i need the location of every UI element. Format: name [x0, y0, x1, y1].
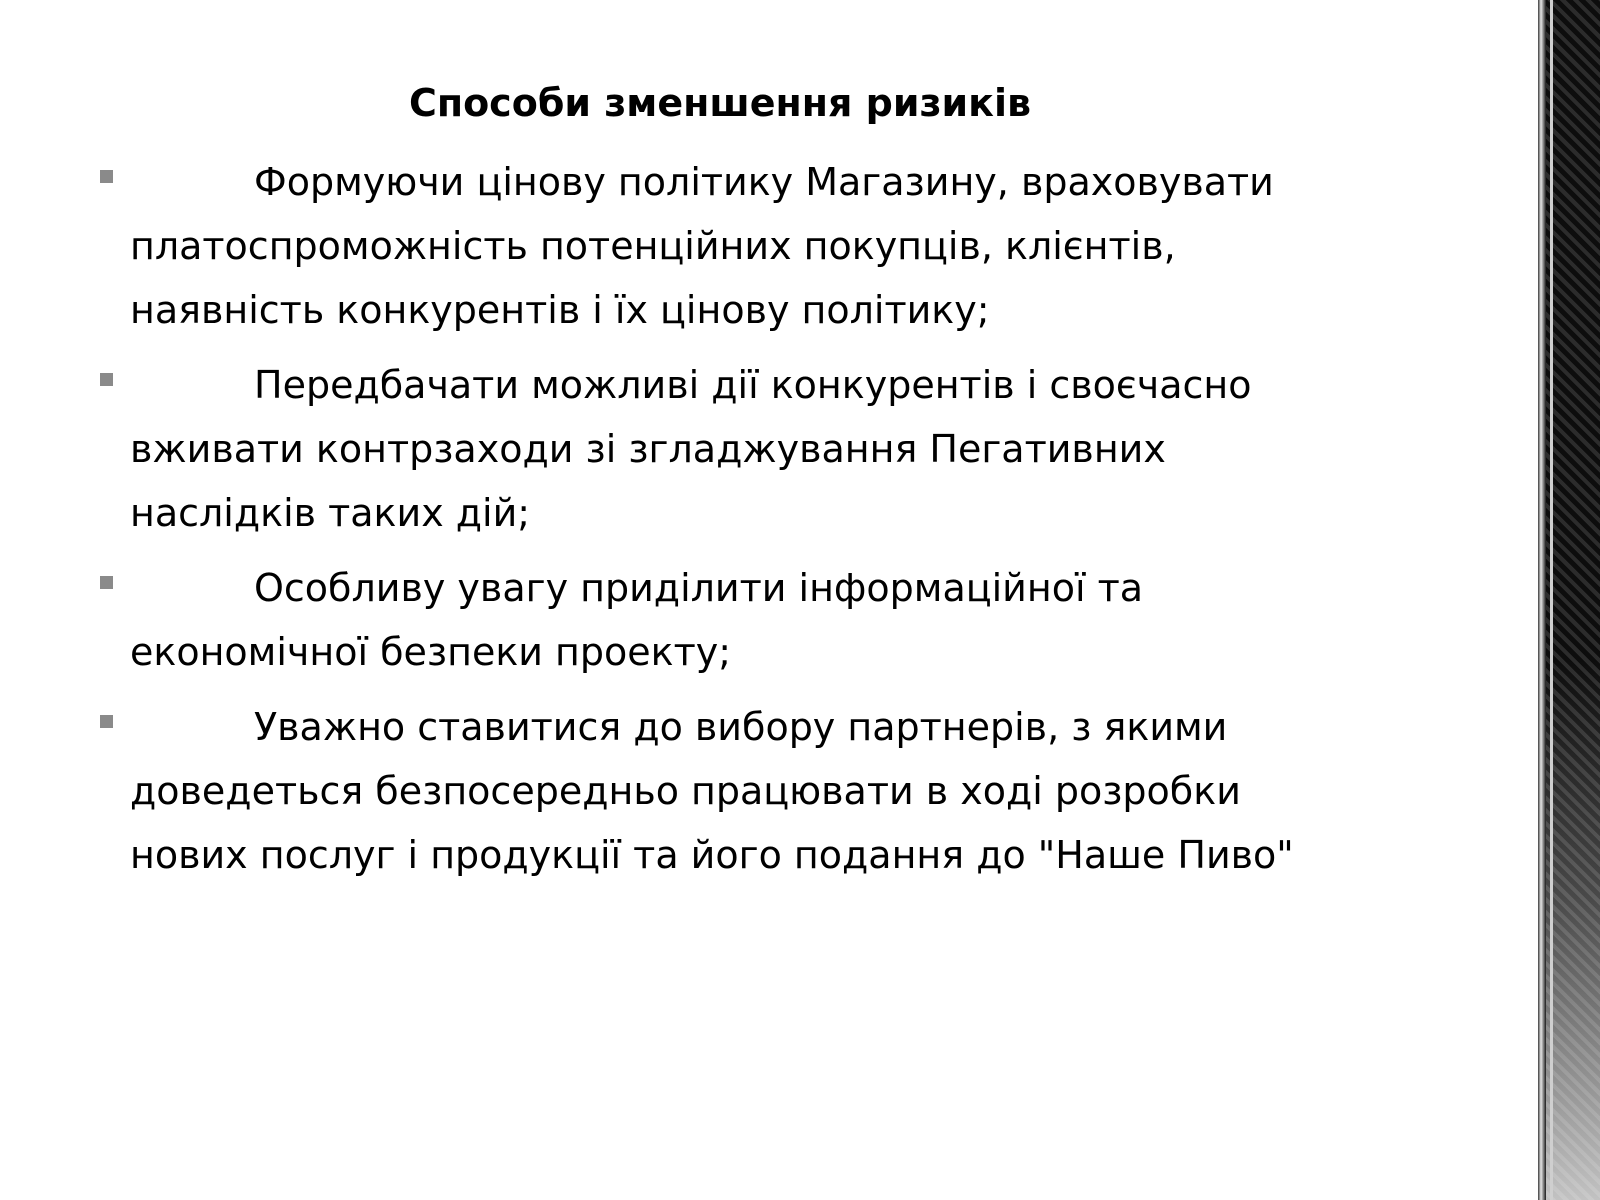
list-item	[100, 353, 1315, 545]
bullet-text: Особливу увагу приділити інформаційної та економічної безпеки проекту;	[130, 566, 1144, 674]
decorative-side-border	[1538, 0, 1600, 1200]
bullet-text: Формуючи цінову політику Магазину, враховувати платоспроможність потенційних покупців, клієнтів, наявність конкурентів і їх цінову політику;	[130, 160, 1274, 332]
square-bullet-icon	[100, 373, 113, 386]
square-bullet-icon	[100, 576, 113, 589]
list-item	[100, 556, 1315, 684]
square-bullet-icon	[100, 170, 113, 183]
bullet-text: Уважно ставитися до вибору партнерів, з якими доведеться безпосередньо працювати в ході розробки нових послуг і продукції та його подання до "Наше Пиво"	[130, 705, 1294, 877]
square-bullet-icon	[100, 715, 113, 728]
list-item	[100, 150, 1315, 342]
list-item	[100, 695, 1315, 887]
bullet-text: Передбачати можливі дії конкурентів і своєчасно вживати контрзаходи зі згладжування Пегативних наслідків таких дій;	[130, 363, 1252, 535]
bullet-list	[100, 150, 1315, 898]
slide-title: Способи зменшення ризиків	[408, 81, 1032, 125]
